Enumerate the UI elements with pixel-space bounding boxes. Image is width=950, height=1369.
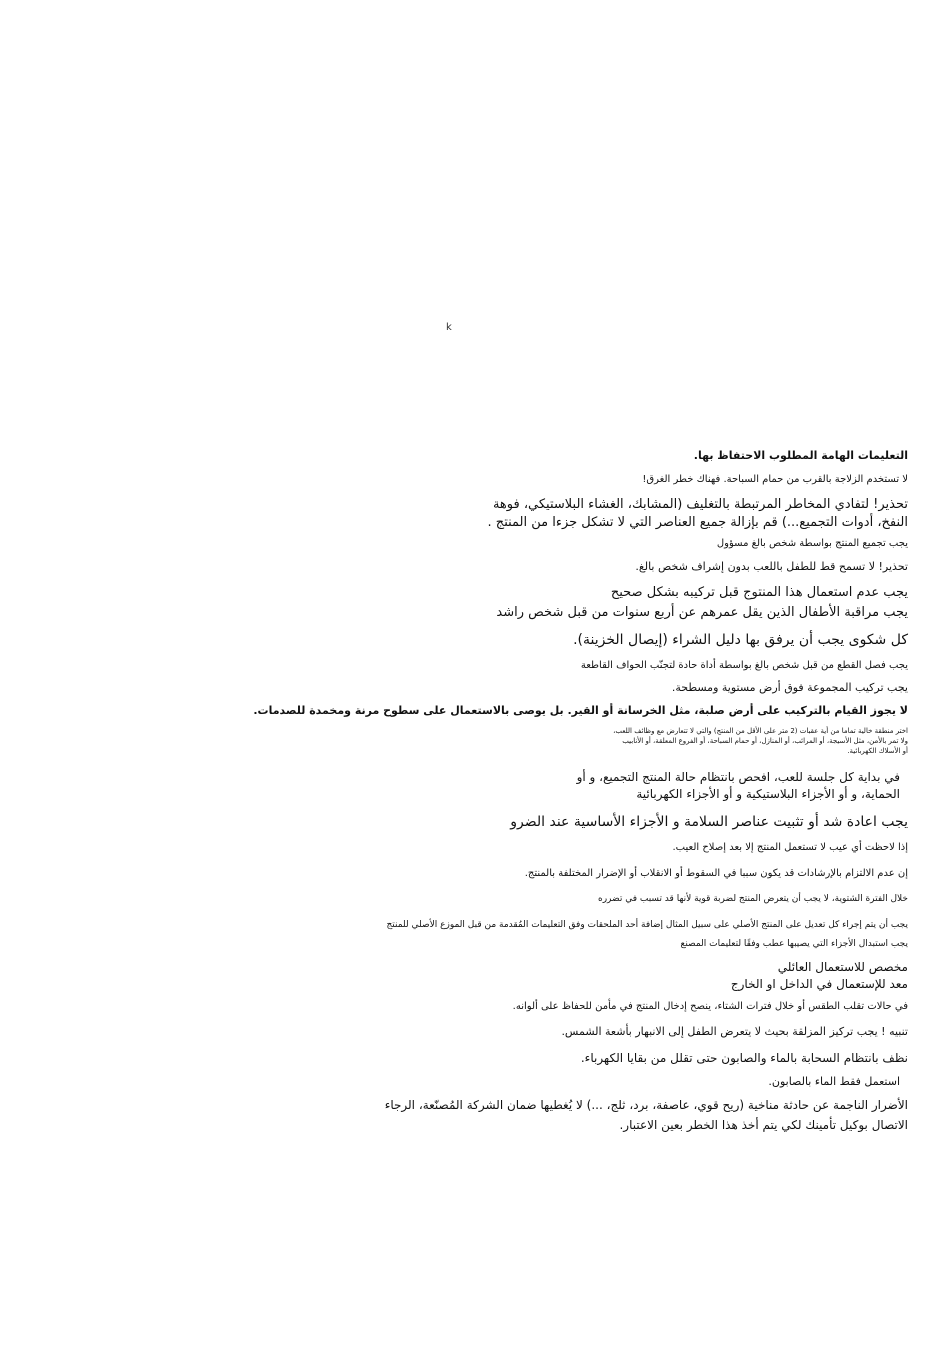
instruction-line: يجب عدم استعمال هذا المنتوج قبل تركيبه بشكل صحيح bbox=[610, 585, 908, 600]
instruction-line: يجب مراقبة الأطفال الذين يقل عمرهم عن أربع سنوات من قبل شخص راشد bbox=[496, 605, 908, 620]
instruction-line: يجب تجميع المنتج بواسطة شخص بالغ مسؤول bbox=[716, 538, 908, 549]
instruction-line: يجب تركيب المجموعة فوق أرض مستوية ومسطحة. bbox=[671, 681, 908, 694]
instruction-line: نظف بانتظام السحابة بالماء والصابون حتى تقلل من بقايا الكهرباء. bbox=[580, 1051, 908, 1065]
instruction-line: في بداية كل جلسة للعب، افحص بانتظام حالة المنتج التجميع، و أو bbox=[576, 770, 900, 784]
instruction-line: استعمل فقط الماء بالصابون. bbox=[768, 1075, 900, 1088]
instruction-line: التعليمات الهامة المطلوب الاحتفاظ بها. bbox=[693, 449, 908, 462]
instruction-line: تنبيه ! يجب تركيز المزلقة بحيث لا يتعرض الطفل إلى الانبهار بأشعة الشمس. bbox=[561, 1025, 908, 1038]
instruction-line: معد للإستعمال في الداخل او الخارج bbox=[730, 977, 908, 991]
instruction-line: يجب أن يتم إجراء كل تعديل على المنتج الأصلي على سبيل المثال إضافة أحد الملحقات وفق التعليمات المُقدمة من قبل الموزع الأصلي للمنتج bbox=[386, 920, 908, 930]
instruction-line: الاتصال بوكيل تأمينك لكي يتم أخذ هذا الخطر بعين الاعتبار. bbox=[619, 1118, 908, 1132]
instruction-line: يجب فصل القطع من قبل شخص بالغ بواسطة أداة حادة لتجنّب الحواف القاطعة bbox=[580, 660, 908, 671]
instruction-line: إن عدم الالتزام بالإرشادات قد يكون سببا في السقوط أو الانقلاب أو الإضرار المختلفة بالمنتج. bbox=[524, 868, 908, 879]
instruction-line: يجب استبدال الأجزاء التي يصيبها عطب وفقًا لتعليمات المصنع bbox=[680, 939, 908, 949]
instruction-line: النفخ، أدوات التجميع...) قم بإزالة جميع العناصر التي لا تشكل جزءا من المنتج . bbox=[487, 515, 908, 530]
instruction-line: في حالات تقلب الطقس أو خلال فترات الشتاء، ينصح إدخال المنتج في مأمن للحفاظ على ألوانه. bbox=[512, 1001, 908, 1012]
stray-mark: k bbox=[446, 322, 452, 333]
instruction-line: أو الأسلاك الكهربائية. bbox=[847, 747, 908, 755]
instruction-line: تحذير! لا تسمح قط للطفل باللعب بدون إشراف شخص بالغ. bbox=[635, 560, 908, 573]
instruction-line: خلال الفترة الشتوية، لا يجب أن يتعرض المنتج لضربة قوية لأنها قد تسبب في تضرره bbox=[598, 894, 908, 904]
instruction-line: الحماية، و أو الأجزاء البلاستيكية و أو الأجزاء الكهربائية bbox=[636, 787, 900, 801]
instruction-line: ولا تمر بالأمن، مثل الأسيجة، أو المرائب، أو المنازل، أو حمام السباحة، أو الفروع المعلقة، أو الأنابيب bbox=[622, 737, 908, 745]
instruction-line: لا تستخدم الزلاجة بالقرب من حمام السباحة. فهناك خطر الغرق! bbox=[642, 474, 908, 485]
instruction-line: لا يجوز القيام بالتركيب على أرض صلبة، مثل الخرسانة أو القير. بل يوصى بالاستعمال على سطوح مرنة ومخمدة للصدمات. bbox=[253, 704, 908, 717]
instruction-line: تحذير! لتفادي المخاطر المرتبطة بالتغليف (المشابك، الغشاء البلاستيكي، فوهة bbox=[492, 497, 908, 512]
instruction-line: مخصص للاستعمال العائلي bbox=[777, 960, 908, 974]
instruction-line: إذا لاحظت أي عيب لا تستعمل المنتج إلا بعد إصلاح العيب. bbox=[672, 842, 908, 853]
instruction-line: اختر منطقة خالية تماما من أية عقبات (2 متر على الأقل من المنتج) والتي لا تتعارض مع وظائف اللعب، bbox=[613, 727, 908, 735]
instruction-line: الأضرار الناجمة عن حادثة مناخية (ريح قوي، عاصفة، برد، ثلج، ...) لا يُغطيها ضمان الشركة المُصنّعة، الرجاء bbox=[384, 1098, 908, 1112]
instruction-line: يجب اعادة شد أو تثبيت عناصر السلامة و الأجزاء الأساسية عند الضرو bbox=[510, 814, 908, 830]
instruction-line: كل شكوى يجب أن يرفق بها دليل الشراء (إيصال الخزينة). bbox=[573, 632, 908, 648]
